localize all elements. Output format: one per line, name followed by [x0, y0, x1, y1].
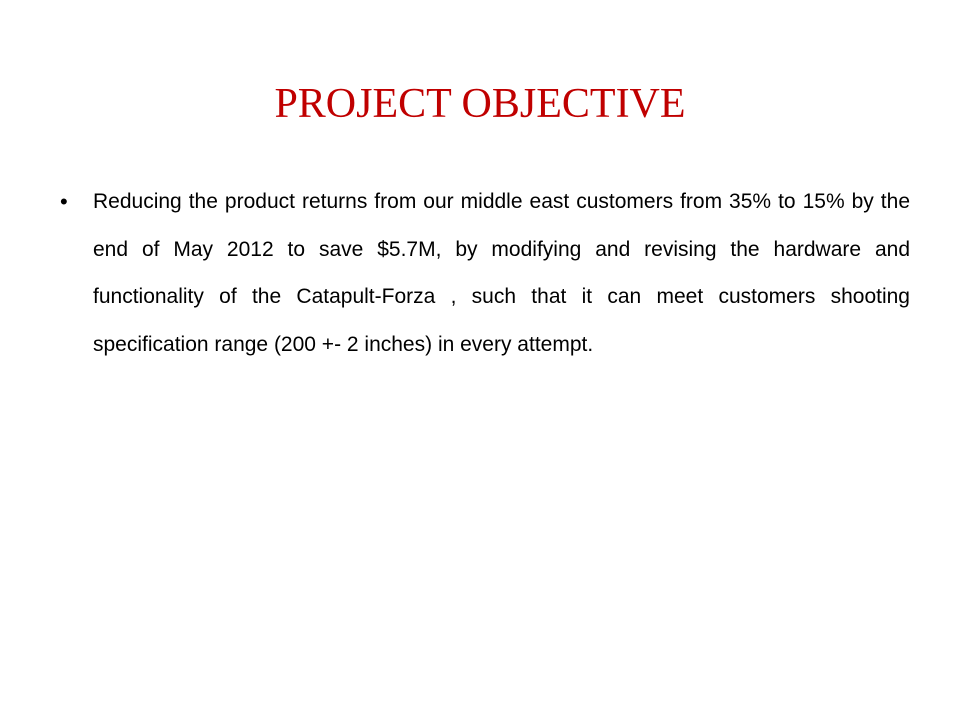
- slide-title: PROJECT OBJECTIVE: [274, 81, 686, 127]
- bullet-list: [60, 178, 910, 368]
- bullet-text: Reducing the product returns from our middle east customers from 35% to 15% by the end of May 2012 to save $5.7M, by modifying and revising the hardware and functionality of the Catapult-Forza , such that it can meet customers shooting specification range (200 +- 2 inches) in every attempt.: [93, 190, 910, 356]
- bullet-marker: •: [60, 189, 68, 214]
- bullet-item: [60, 178, 910, 368]
